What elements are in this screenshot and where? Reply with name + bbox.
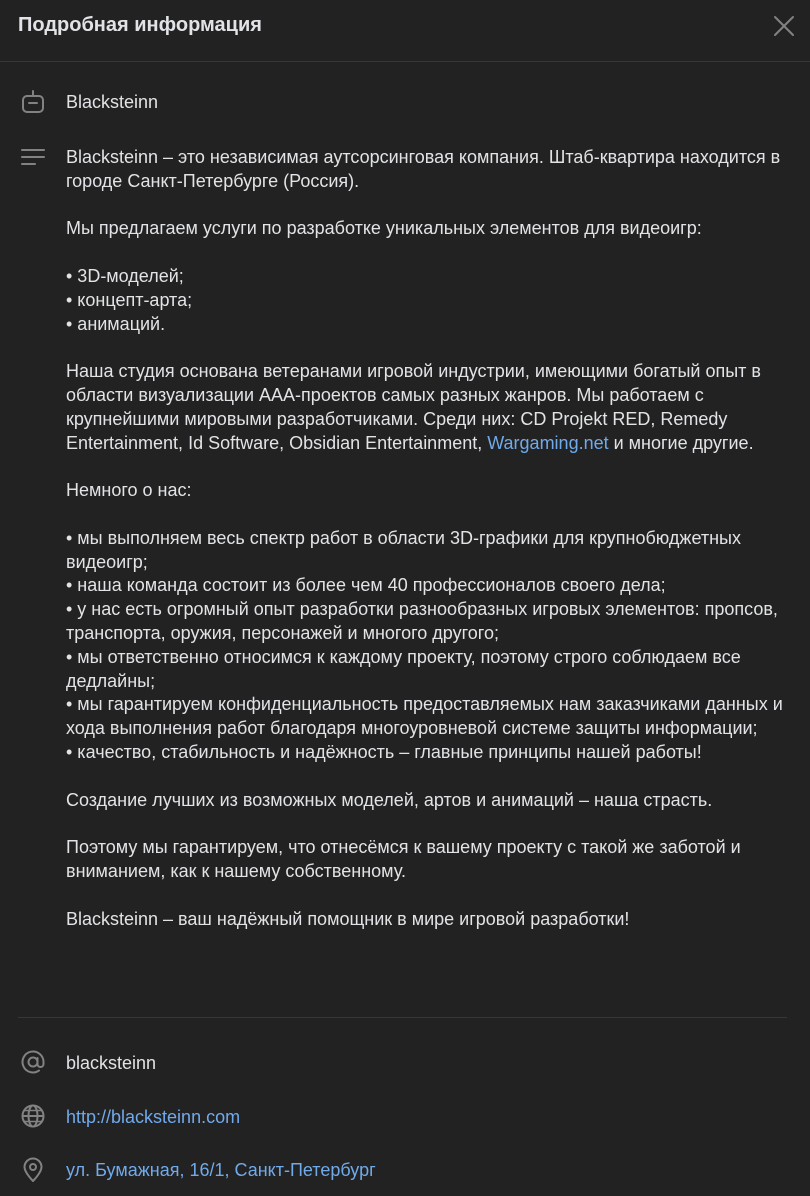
close-button[interactable]: [768, 10, 800, 42]
list-item: • качество, стабильность и надёжность – главные принципы нашей работы!: [66, 741, 702, 762]
list-item: • мы выполняем весь спектр работ в области 3D-графики для крупнобюджетных видеоигр;: [66, 527, 741, 572]
list-item: • анимаций.: [66, 313, 166, 334]
description-paragraph: Немного о нас:: [66, 480, 192, 501]
website-link[interactable]: http://blacksteinn.com: [66, 1107, 241, 1127]
description-paragraph: Поэтому мы гарантируем, что отнесёмся к вашему проекту с такой же заботой и вниманием, как к нашему собственному.: [66, 837, 741, 881]
list-item: • концепт-арта;: [66, 289, 193, 310]
description-paragraph: Blacksteinn – ваш надёжный помощник в мире игровой разработки!: [66, 908, 630, 929]
modal-title: Подробная информация: [18, 14, 262, 36]
paragraph-text: и многие другие.: [608, 432, 754, 453]
bot-icon: [20, 89, 46, 115]
modal-header: [0, 0, 810, 62]
description-paragraph: Blacksteinn – это независимая аутсорсинговая компания. Штаб-квартира находится в городе Санкт-Петербурге (Россия).: [66, 147, 781, 191]
address-row: [0, 1155, 810, 1185]
list-item: • 3D-моделей;: [66, 265, 184, 286]
close-icon[interactable]: [768, 10, 800, 42]
community-name: Blacksteinn: [66, 92, 159, 112]
list-item: • у нас есть огромный опыт разработки разнообразных игровых элементов: пропсов, транспорта, оружия, персонажей и многого другого;: [66, 599, 778, 643]
username-row: [0, 1048, 810, 1076]
list-item: • наша команда состоит из более чем 40 профессионалов своего дела;: [66, 575, 666, 596]
community-name-row: [0, 88, 810, 116]
description-paragraph: Мы предлагаем услуги по разработке уникальных элементов для видеоигр:: [66, 218, 702, 239]
wargaming-link[interactable]: Wargaming.net: [487, 432, 609, 453]
description-paragraph: Создание лучших из возможных моделей, артов и анимаций – наша страсть.: [66, 789, 713, 810]
description-paragraph: [66, 360, 788, 455]
website-row: [0, 1102, 810, 1130]
paragraph-text: Наша студия основана ветеранами игровой индустрии, имеющими богатый опыт в области визуализации AAA-проектов самых разных жанров. Мы работаем с крупнейшими мировыми разработчиками. Среди них: CD Projekt RED, Remedy Entertainment, Id Software, Obsidian Entertainment,: [66, 361, 761, 453]
list-item: • мы гарантируем конфиденциальность предоставляемых нам заказчиками данных и хода выполнения работ благодаря многоуровневой системе защиты информации;: [66, 694, 783, 739]
address-link[interactable]: ул. Бумажная, 16/1, Санкт-Петербург: [66, 1160, 376, 1180]
description-lines-icon: [20, 145, 46, 171]
username: blacksteinn: [66, 1053, 157, 1073]
location-pin-icon: [20, 1157, 46, 1183]
at-icon: [20, 1049, 46, 1075]
list-item: • мы ответственно относимся к каждому проекту, поэтому строго соблюдаем все дедлайны;: [66, 646, 741, 691]
section-divider: [18, 1017, 787, 1018]
globe-icon: [20, 1103, 46, 1129]
community-description: [66, 146, 788, 931]
